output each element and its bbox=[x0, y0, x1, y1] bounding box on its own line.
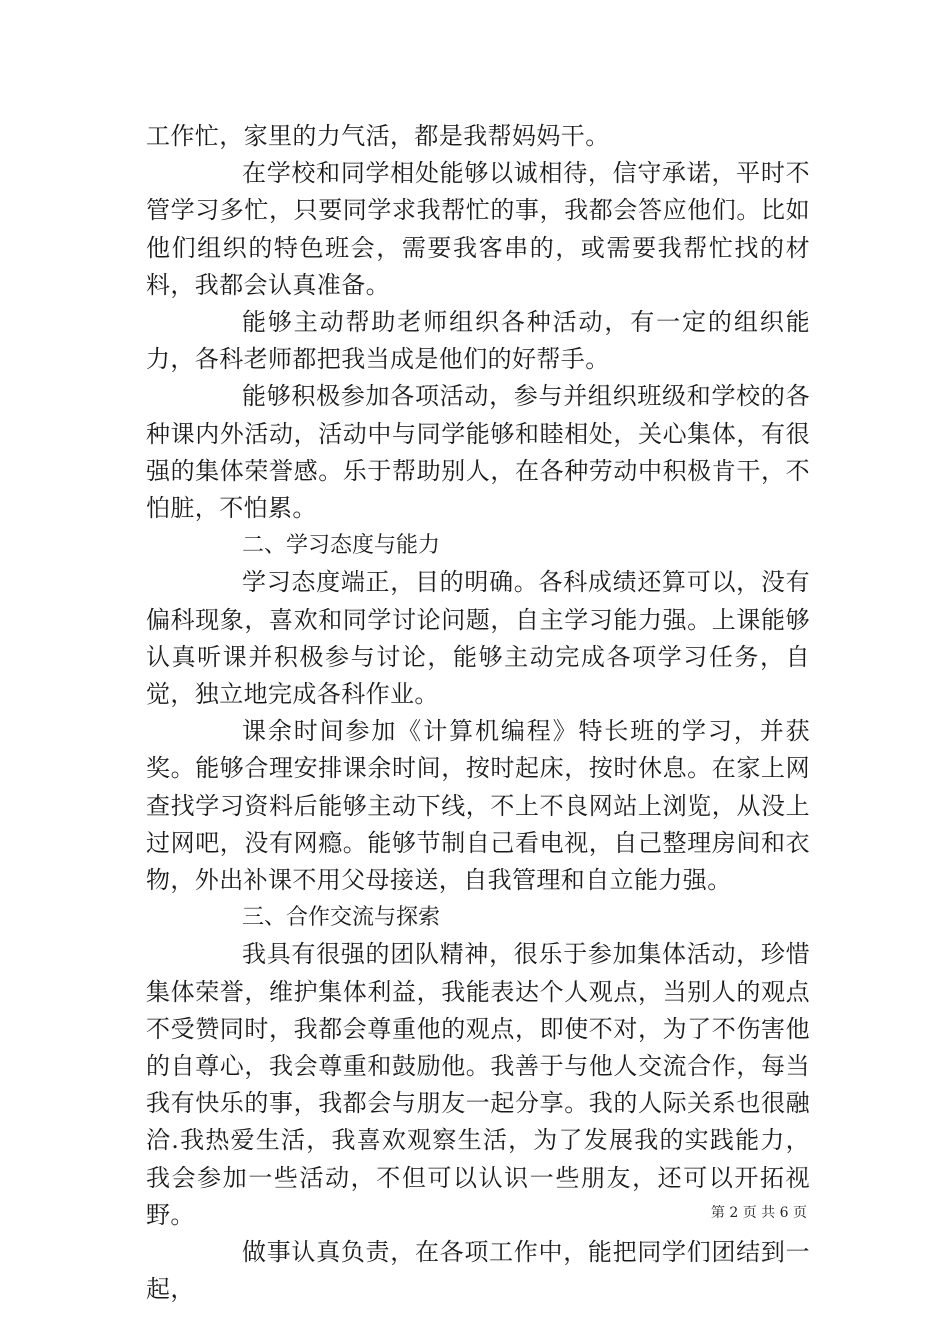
paragraph: 我具有很强的团队精神，很乐于参加集体活动，珍惜集体荣誉，维护集体利益，我能表达个人观点，当别人的观点不受赞同时，我都会尊重他的观点，即使不对，为了不伤害他的自尊心，我会尊重和鼓励他。我善于与他人交流合作，每当我有快乐的事，我都会与朋友一起分享。我的人际关系也很融洽.我热爱生活，我喜欢观察生活，为了发展我的实践能力，我会参加一些活动，不但可以认识一些朋友，还可以开拓视野。 bbox=[146, 940, 810, 1229]
paragraph: 能够主动帮助老师组织各种活动，有一定的组织能力，各科老师都把我当成是他们的好帮手。 bbox=[146, 308, 810, 374]
paragraph: 学习态度端正，目的明确。各科成绩还算可以，没有偏科现象，喜欢和同学讨论问题，自主学习能力强。上课能够认真听课并积极参与讨论，能够主动完成各项学习任务，自觉，独立地完成各科作业。 bbox=[146, 568, 810, 709]
section-heading-study: 二、学习态度与能力 bbox=[242, 533, 441, 559]
document-page bbox=[146, 118, 810, 1309]
paragraph: 课余时间参加《计算机编程》特长班的学习，并获奖。能够合理安排课余时间，按时起床，按时休息。在家上网查找学习资料后能够主动下线，不上不良网站上浏览，从没上过网吧，没有网瘾。能够节制自己看电视，自己整理房间和衣物，外出补课不用父母接送，自我管理和自立能力强。 bbox=[146, 717, 810, 895]
page-number-footer: 第 2 页 共 6 页 bbox=[710, 1205, 807, 1221]
paragraph: 能够积极参加各项活动，参与并组织班级和学校的各种课内外活动，活动中与同学能够和睦相处，关心集体，有很强的集体荣誉感。乐于帮助别人，在各种劳动中积极肯干，不怕脏，不怕累。 bbox=[146, 382, 810, 523]
paragraph: 在学校和同学相处能够以诚相待，信守承诺，平时不管学习多忙，只要同学求我帮忙的事，我都会答应他们。比如他们组织的特色班会，需要我客串的，或需要我帮忙找的材料，我都会认真准备。 bbox=[146, 159, 810, 299]
section-heading-cooperation: 三、合作交流与探索 bbox=[242, 905, 441, 931]
paragraph: 做事认真负责，在各项工作中，能把同学们团结到一起， bbox=[146, 1238, 810, 1304]
paragraph-continuation: 工作忙，家里的力气活，都是我帮妈妈干。 bbox=[146, 122, 610, 150]
